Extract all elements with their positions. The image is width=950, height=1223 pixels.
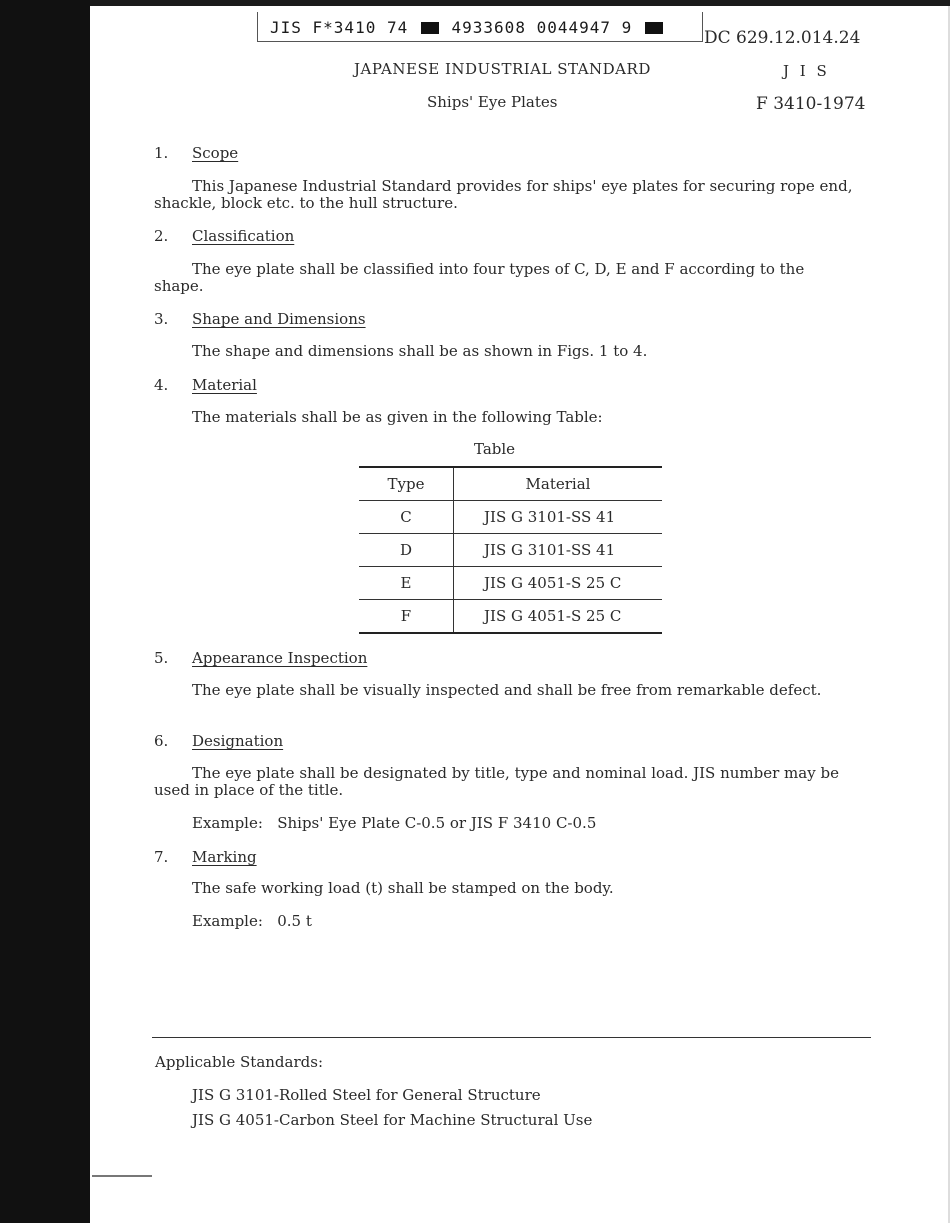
udc-number: DC 629.12.014.24	[704, 28, 861, 48]
section-shape-heading	[154, 310, 366, 328]
example-value: Ships' Eye Plate C-0.5 or JIS F 3410 C-0.5	[277, 814, 597, 832]
applicable-standard-item: JIS G 3101-Rolled Steel for General Structure	[192, 1086, 541, 1104]
document-number: F 3410-1974	[756, 94, 866, 114]
table-row	[359, 600, 662, 634]
footnote-divider	[152, 1037, 871, 1038]
section-shape-text: The shape and dimensions shall be as shown in Figs. 1 to 4.	[192, 342, 648, 360]
section-designation-text: The eye plate shall be designated by title, type and nominal load. JIS number may be used in place of the title.	[154, 764, 839, 799]
example-value: 0.5 t	[277, 912, 312, 930]
section-number: 6.	[154, 732, 169, 750]
column-header-type: Type	[359, 467, 454, 501]
section-number: 4.	[154, 376, 169, 394]
section-marking-text: The safe working load (t) shall be stamped on the body.	[192, 879, 614, 897]
material-cell: JIS G 3101-SS 41	[454, 534, 663, 567]
redaction-block-icon	[645, 22, 663, 34]
section-number: 5.	[154, 649, 169, 667]
type-cell: F	[359, 600, 454, 634]
section-marking-heading	[154, 848, 257, 866]
section-number: 7.	[154, 848, 169, 866]
header-code-part-2: 4933608 0044947 9	[451, 18, 633, 37]
type-cell: D	[359, 534, 454, 567]
section-title: Material	[192, 376, 257, 394]
section-classification-heading	[154, 227, 294, 245]
table-row	[359, 534, 662, 567]
section-title: Designation	[192, 732, 284, 750]
section-appearance-heading	[154, 649, 367, 667]
example-label: Example:	[192, 814, 263, 832]
type-cell: E	[359, 567, 454, 600]
section-number: 1.	[154, 144, 169, 162]
table-row	[359, 501, 662, 534]
material-cell: JIS G 3101-SS 41	[454, 501, 663, 534]
section-title: Scope	[192, 144, 239, 162]
scan-top-margin	[90, 0, 950, 6]
section-scope-heading	[154, 144, 238, 162]
section-scope-text: This Japanese Industrial Standard provides for ships' eye plates for securing rope end, shackle, block etc. to the hull structure.	[154, 177, 853, 212]
section-material-text: The materials shall be as given in the following Table:	[192, 408, 603, 426]
section-appearance-text: The eye plate shall be visually inspected and shall be free from remarkable defect.	[192, 681, 822, 699]
table-header-row	[359, 467, 662, 501]
applicable-standard-item: JIS G 4051-Carbon Steel for Machine Structural Use	[192, 1111, 593, 1129]
type-cell: C	[359, 501, 454, 534]
document-title: Ships' Eye Plates	[427, 93, 558, 111]
designation-example	[192, 815, 596, 832]
section-number: 3.	[154, 310, 169, 328]
redaction-block-icon	[421, 22, 439, 34]
section-classification-text: The eye plate shall be classified into four types of C, D, E and F according to the shape.	[154, 260, 805, 295]
example-label: Example:	[192, 912, 263, 930]
section-designation-heading	[154, 732, 283, 750]
table-caption: Table	[474, 440, 516, 458]
scan-left-margin	[0, 0, 90, 1223]
header-document-code	[257, 12, 703, 42]
header-code-part-1: JIS F*3410 74	[270, 18, 409, 37]
material-cell: JIS G 4051-S 25 C	[454, 567, 663, 600]
table-row	[359, 567, 662, 600]
applicable-standards-heading: Applicable Standards:	[155, 1053, 323, 1071]
section-title: Marking	[192, 848, 257, 866]
material-table	[359, 466, 662, 634]
jis-mark: J I S	[783, 62, 830, 80]
section-title: Appearance Inspection	[192, 649, 368, 667]
section-material-heading	[154, 376, 257, 394]
material-cell: JIS G 4051-S 25 C	[454, 600, 663, 634]
section-title: Shape and Dimensions	[192, 310, 366, 328]
section-title: Classification	[192, 227, 295, 245]
scan-artifact	[92, 1175, 152, 1177]
column-header-material: Material	[454, 467, 663, 501]
standard-title: JAPANESE INDUSTRIAL STANDARD	[354, 60, 651, 78]
marking-example	[192, 913, 312, 930]
section-number: 2.	[154, 227, 169, 245]
